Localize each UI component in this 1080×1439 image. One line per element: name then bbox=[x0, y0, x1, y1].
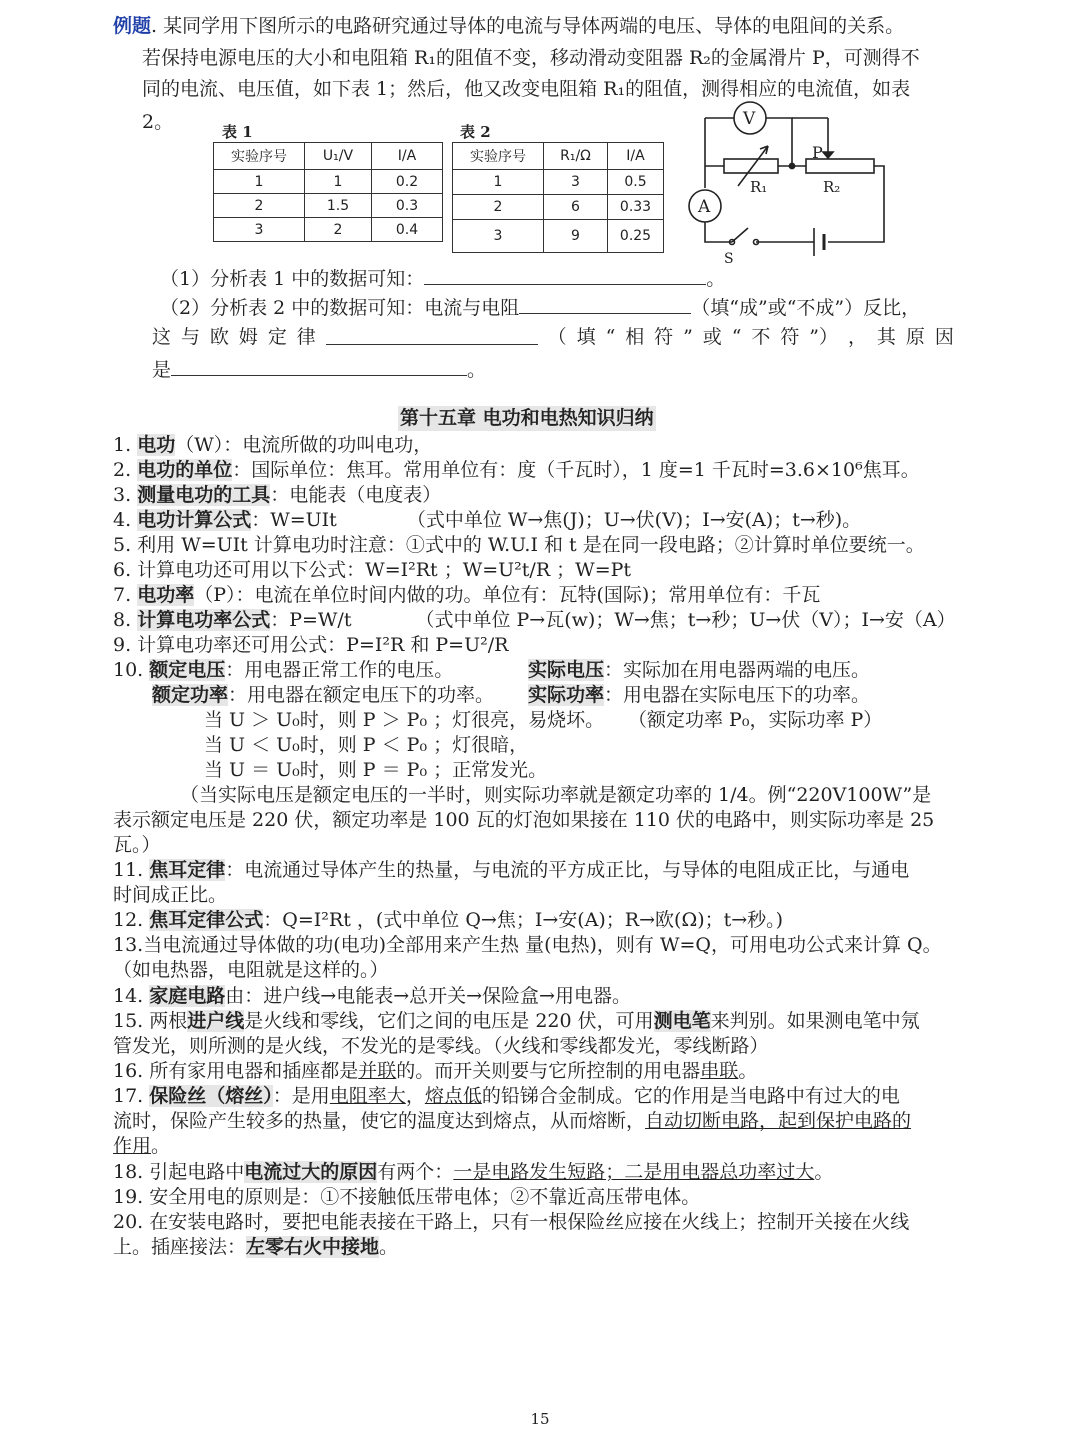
list-item-part: 表示额定电压是 220 伏，额定功率是 100 瓦的灯泡如果接在 110 伏的电路中，则实际功率是 25 bbox=[113, 809, 935, 831]
question-2: （2）分析表 2 中的数据可知：电流与电阻 （填“成”或“不成”）反比， bbox=[160, 294, 920, 321]
switch-lever-icon bbox=[732, 228, 748, 242]
list-item: 18. 引起电路中电流过大的原因有两个：一是电路发生短路；二是用电器总功率过大。 bbox=[113, 1161, 834, 1183]
question-2-line-2: 这 与 欧 姆 定 律 （ 填 “ 相 符 ” 或 “ 不 符 ”） ， 其 原 因 bbox=[152, 326, 954, 348]
switch-label: S bbox=[724, 251, 734, 267]
list-item-part: 作用。 bbox=[113, 1135, 171, 1157]
list-item: 15. 两根进户线是火线和零线，它们之间的电压是 220 伏，可用测电笔来判别。如果测电笔中氖 bbox=[113, 1010, 920, 1032]
table2-cell: 3 bbox=[544, 170, 608, 195]
r1-label: R₁ bbox=[750, 178, 768, 196]
table1-cell: 1.5 bbox=[305, 194, 372, 218]
list-item-part: 实际功率：用电器在实际电压下的功率。 bbox=[528, 684, 871, 706]
list-item-part: 当 U ＞ U₀时，则 P ＞ P₀ ；灯很亮，易烧坏。 bbox=[204, 709, 605, 731]
page-number: 15 bbox=[530, 1410, 550, 1428]
example-line-4: 2。 bbox=[142, 111, 174, 133]
table1-cell: 1 bbox=[305, 170, 372, 194]
resistor-r1-icon bbox=[724, 159, 778, 173]
list-item-part: （额定功率 P₀，实际功率 P） bbox=[628, 709, 883, 731]
answer-blank[interactable] bbox=[519, 294, 691, 314]
list-item: 3. 测量电功的工具：电能表（电度表） bbox=[113, 484, 442, 506]
table1 bbox=[213, 142, 443, 242]
list-item: 1. 电功（W）：电流所做的功叫电功， bbox=[113, 434, 433, 456]
list-item: 11. 焦耳定律：电流通过导体产生的热量，与电流的平方成正比，与导体的电阻成正比，与通电 bbox=[113, 859, 910, 881]
list-item: 17. 保险丝（熔丝）：是用电阻率大，熔点低的铅锑合金制成。它的作用是当电路中有过大的电 bbox=[113, 1085, 900, 1107]
table1-header: 实验序号 bbox=[214, 143, 305, 170]
list-item-part: 管发光，则所测的是火线，不发光的是零线。（火线和零线都发光，零线断路） bbox=[113, 1035, 769, 1057]
list-item-part: 当 U ＜ U₀时，则 P ＜ P₀ ；灯很暗， bbox=[204, 734, 529, 756]
table2-cell: 1 bbox=[453, 170, 544, 195]
table1-cell: 2 bbox=[214, 194, 305, 218]
table1-header: U₁/V bbox=[305, 143, 372, 170]
list-item: 9. 计算电功率还可用公式：P=I²R 和 P=U²/R bbox=[113, 634, 509, 656]
table1-cell: 2 bbox=[305, 218, 372, 242]
table1-cell: 0.2 bbox=[372, 170, 443, 194]
list-item-part: （如电热器，电阻就是这样的。） bbox=[113, 959, 389, 981]
list-item: 14. 家庭电路由：进户线→电能表→总开关→保险盒→用电器。 bbox=[113, 985, 631, 1007]
list-item: 20. 在安装电路时，要把电能表接在干路上，只有一根保险丝应接在火线上；控制开关接在火线 bbox=[113, 1211, 910, 1233]
question-1: （1）分析表 1 中的数据可知： 。 bbox=[160, 265, 725, 292]
list-item: 12. 焦耳定律公式：Q=I²Rt ，(式中单位 Q→焦；I→安(A)；R→欧(Ω)；t→秒。) bbox=[113, 909, 784, 931]
circuit-diagram bbox=[680, 100, 895, 270]
answer-blank[interactable] bbox=[424, 265, 706, 285]
list-item: 19. 安全用电的原则是：①不接触低压带电体；②不靠近高压带电体。 bbox=[113, 1186, 701, 1208]
example-line-2: 若保持电源电压的大小和电阻箱 R₁的阻值不变，移动滑动变阻器 R₂的金属滑片 P，可测得不 bbox=[142, 47, 920, 69]
chapter-title: 第十五章 电功和电热知识归纳 bbox=[400, 407, 654, 429]
list-item-part: 时间成正比。 bbox=[113, 884, 228, 906]
list-item: 5. 利用 W=UIt 计算电功时注意：①式中的 W.U.I 和 t 是在同一段电路；②计算时单位要统一。 bbox=[113, 534, 925, 556]
table2 bbox=[452, 142, 664, 253]
list-item-part: （当实际电压是额定电压的一半时，则实际功率就是额定功率的 1/4。例“220V100W”是 bbox=[180, 784, 932, 806]
table2-header: R₁/Ω bbox=[544, 143, 608, 170]
wire bbox=[705, 222, 732, 242]
list-item: 13.当电流通过导体做的功(电功)全部用来产生热 量(电热)，则有 W=Q，可用电功公式来计算 Q。 bbox=[113, 934, 942, 956]
question-2-line-3: 是 。 bbox=[152, 356, 486, 383]
table2-cell: 0.25 bbox=[608, 220, 664, 253]
list-item: 2. 电功的单位：国际单位：焦耳。常用单位有：度（千瓦时），1 度=1 千瓦时=3.6×10⁶焦耳。 bbox=[113, 459, 920, 481]
answer-blank[interactable] bbox=[171, 356, 467, 376]
junction-dot-icon bbox=[789, 163, 794, 168]
table1-header: I/A bbox=[372, 143, 443, 170]
list-item-part: 实际电压：实际加在用电器两端的电压。 bbox=[528, 659, 871, 681]
example-line-1: 例题. 某同学用下图所示的电路研究通过导体的电流与导体两端的电压、导体的电阻间的关系。 bbox=[113, 15, 905, 37]
slider-label: P bbox=[812, 143, 823, 162]
list-item-part: 上。插座接法：左零右火中接地。 bbox=[113, 1236, 399, 1258]
list-item: 10. 额定电压：用电器正常工作的电压。 bbox=[113, 659, 454, 681]
example-line-3: 同的电流、电压值，如下表 1；然后，他又改变电阻箱 R₁的阻值，测得相应的电流值，如表 bbox=[142, 78, 911, 100]
table2-cell: 2 bbox=[453, 195, 544, 220]
table1-cell: 1 bbox=[214, 170, 305, 194]
list-item: 8. 计算电功率公式：P=W/t （式中单位 P→瓦(w)；W→焦；t→秒；U→伏（V）；I→安（A） bbox=[113, 609, 956, 631]
table1-caption: 表 1 bbox=[222, 123, 253, 141]
table2-cell: 0.5 bbox=[608, 170, 664, 195]
answer-blank[interactable] bbox=[326, 325, 538, 345]
example-label: 例题 bbox=[113, 15, 152, 37]
list-item: 6. 计算电功还可用以下公式：W=I²Rt ；W=U²t/R ；W=Pt bbox=[113, 559, 632, 581]
list-item-part: 当 U ＝ U₀时，则 P ＝ P₀ ；正常发光。 bbox=[204, 759, 548, 781]
table2-cell: 6 bbox=[544, 195, 608, 220]
list-item-part: 瓦。） bbox=[113, 834, 161, 856]
table2-header: 实验序号 bbox=[453, 143, 544, 170]
table2-cell: 3 bbox=[453, 220, 544, 253]
list-item: 7. 电功率（P）：电流在单位时间内做的功。单位有：瓦特(国际)；常用单位有：千瓦 bbox=[113, 584, 821, 606]
table1-cell: 3 bbox=[214, 218, 305, 242]
voltmeter-label: V bbox=[743, 109, 756, 129]
table1-cell: 0.3 bbox=[372, 194, 443, 218]
slider-arrow-icon bbox=[823, 152, 833, 158]
table2-header: I/A bbox=[608, 143, 664, 170]
r2-label: R₂ bbox=[823, 178, 841, 196]
table2-cell: 0.33 bbox=[608, 195, 664, 220]
list-item: 4. 电功计算公式：W=UIt （式中单位 W→焦(J)；U→伏(V)；I→安(A)；t→秒)。 bbox=[113, 509, 862, 531]
ammeter-label: A bbox=[698, 197, 711, 217]
list-item-part: 流时，保险产生较多的热量，使它的温度达到熔点，从而熔断，自动切断电路，起到保护电路的 bbox=[113, 1110, 912, 1132]
table1-cell: 0.4 bbox=[372, 218, 443, 242]
list-item: 16. 所有家用电器和插座都是并联的。而开关则要与它所控制的用电器串联。 bbox=[113, 1060, 758, 1082]
table2-cell: 9 bbox=[544, 220, 608, 253]
list-item-part: 额定功率：用电器在额定电压下的功率。 bbox=[152, 684, 495, 706]
table2-caption: 表 2 bbox=[460, 123, 491, 141]
